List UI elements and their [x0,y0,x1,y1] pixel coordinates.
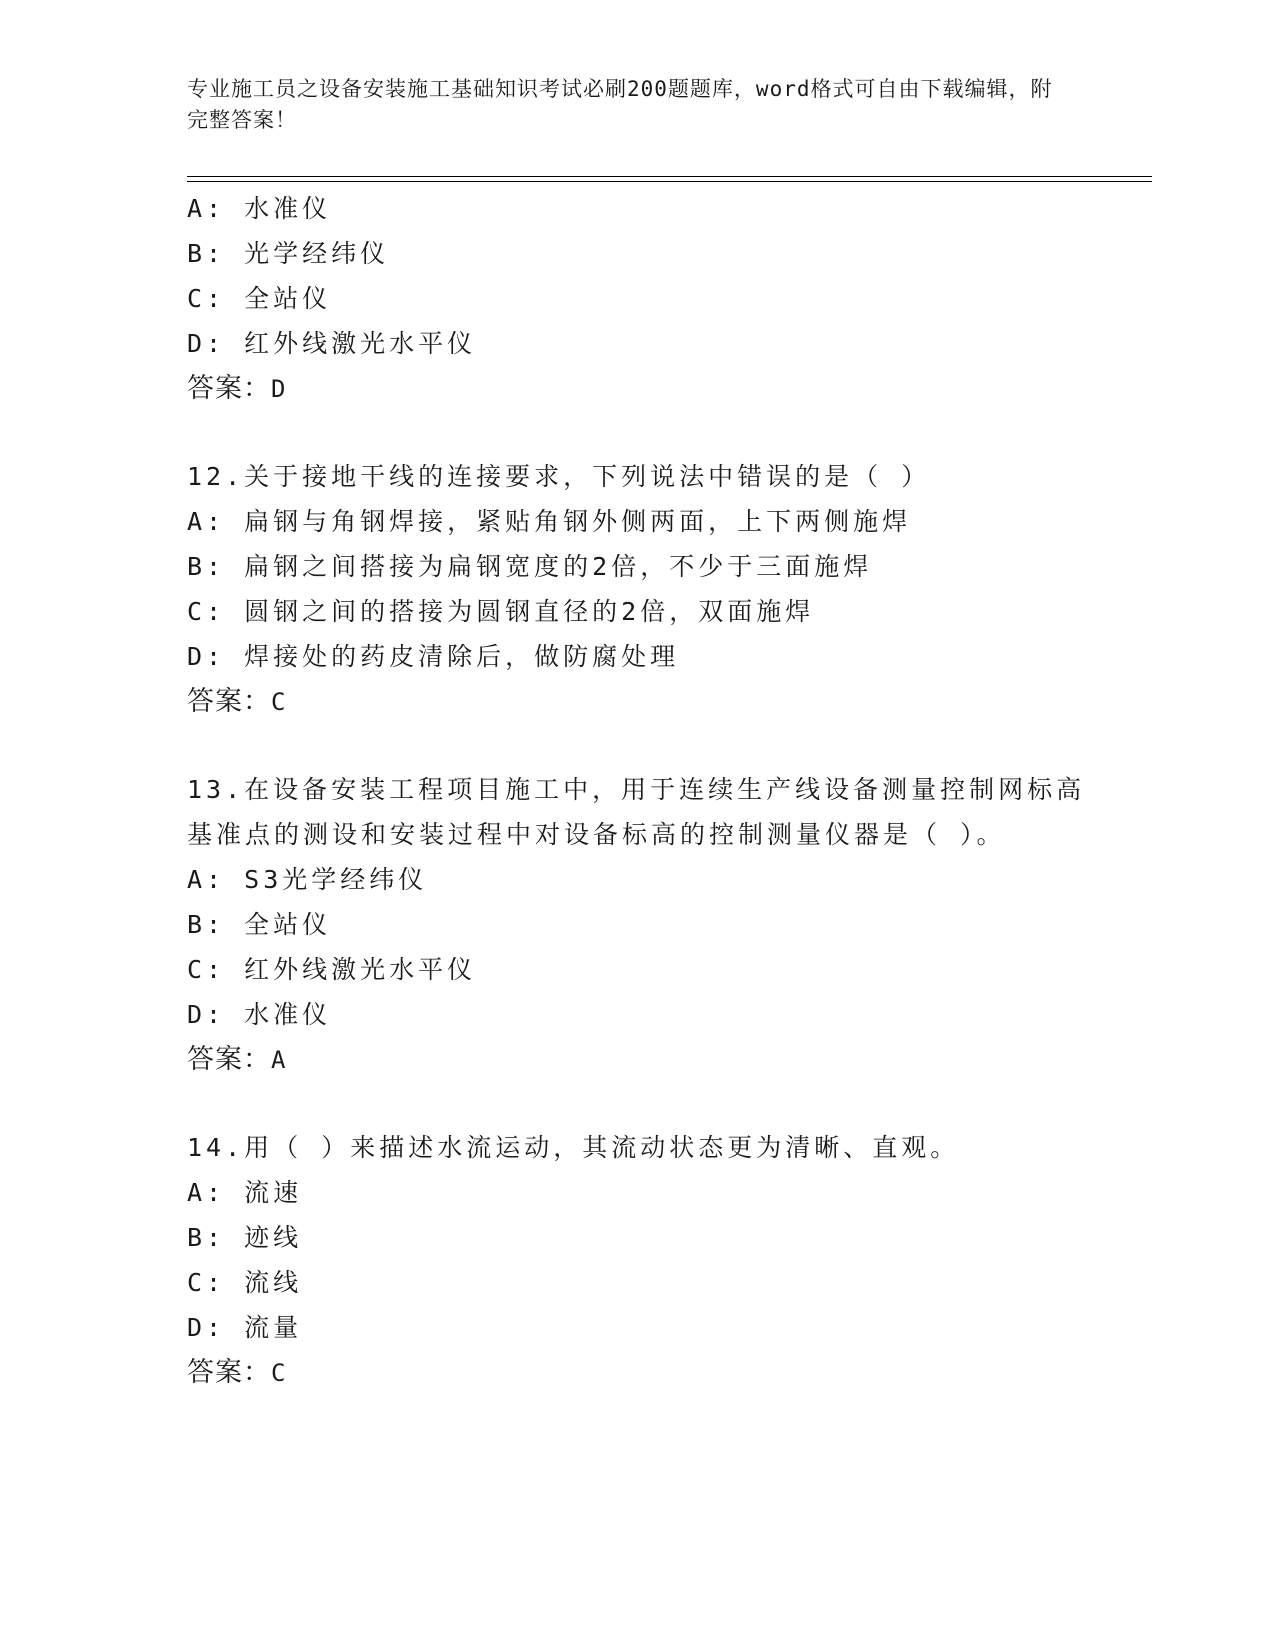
answer-label: 答案： [187,1044,271,1075]
document-header: 专业施工员之设备安装施工基础知识考试必刷200题题库，word格式可自由下载编辑，附完整答案！ [187,77,1053,132]
option-a: A: S3光学经纬仪 [187,865,428,894]
answer-value: D [271,375,287,403]
question-12-stem: 12.关于接地干线的连接要求，下列说法中错误的是（ ） [187,462,931,491]
option-a: A: 水准仪 [187,194,332,223]
answer-line [187,687,286,717]
question-13-stem-line-2: 基准点的测设和安装过程中对设备标高的控制测量仪器是（ ）。 [187,820,1006,849]
option-c: C: 全站仪 [187,284,332,313]
answer-label: 答案： [187,686,271,717]
answer-label: 答案： [187,373,271,404]
option-d: D: 水准仪 [187,1000,332,1029]
header-divider-bottom [187,181,1152,182]
option-c: C: 红外线激光水平仪 [187,955,477,984]
option-c: C: 圆钢之间的搭接为圆钢直径的2倍，双面施焊 [187,597,815,626]
option-d: D: 流量 [187,1313,303,1342]
header-divider-top [187,176,1152,177]
question-14-stem: 14.用（ ）来描述水流运动，其流动状态更为清晰、直观。 [187,1133,960,1162]
answer-value: C [271,688,287,716]
option-a: A: 扁钢与角钢焊接，紧贴角钢外侧两面，上下两侧施焊 [187,507,912,536]
answer-line [187,1358,286,1388]
question-13-stem-line-1: 13.在设备安装工程项目施工中，用于连续生产线设备测量控制网标高 [187,775,1086,804]
option-c: C: 流线 [187,1268,303,1297]
option-b: B: 扁钢之间搭接为扁钢宽度的2倍，不少于三面施焊 [187,552,873,581]
option-d: D: 焊接处的药皮清除后，做防腐处理 [187,642,680,671]
answer-value: A [271,1046,287,1074]
answer-value: C [271,1359,287,1387]
answer-line [187,1045,286,1075]
option-b: B: 迹线 [187,1223,303,1252]
answer-line [187,374,286,404]
option-d: D: 红外线激光水平仪 [187,329,477,358]
option-b: B: 全站仪 [187,910,332,939]
answer-label: 答案： [187,1357,271,1388]
option-a: A: 流速 [187,1178,303,1207]
option-b: B: 光学经纬仪 [187,239,390,268]
